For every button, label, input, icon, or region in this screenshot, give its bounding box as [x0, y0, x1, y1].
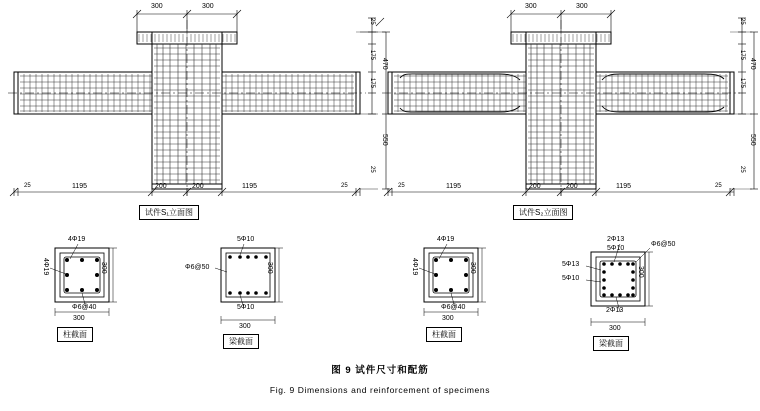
section2-bottom-label: 5Φ10 [237, 304, 255, 311]
section4-top-label: 2Φ13 [607, 236, 625, 243]
right-top-dim-2: 300 [576, 3, 588, 10]
section1-stirrup-label: Φ6@40 [72, 304, 97, 311]
right-right-dim-5: 550 [749, 134, 756, 146]
section3-left-label: 4Φ19 [411, 258, 418, 276]
right-bottom-dim-2: 1195 [446, 183, 462, 190]
section4-left-label-2: 5Φ10 [562, 275, 580, 282]
left-bottom-dim-5: 1195 [242, 183, 258, 190]
left-bottom-dim-1: 25 [24, 183, 31, 189]
left-specimen-drawing [8, 10, 390, 196]
right-bottom-dim-5: 1195 [616, 183, 632, 190]
section3-bottom-dim: 300 [442, 315, 454, 322]
right-specimen-drawing [382, 10, 758, 196]
left-right-dim-5: 550 [381, 134, 388, 146]
left-right-dim-6: 25 [369, 166, 375, 173]
section4-bottom-label: 2Φ13 [606, 307, 624, 314]
section3-stirrup-label: Φ6@40 [441, 304, 466, 311]
figure-caption-cn: 图 9 试件尺寸和配筋 [331, 365, 429, 376]
section3-right-label: 300 [469, 262, 476, 274]
right-right-dim-4: 470 [749, 58, 756, 70]
left-right-dim-1: 25 [369, 18, 375, 25]
right-bottom-dim-3: 200 [529, 183, 541, 190]
section4-left-label: 5Φ13 [562, 261, 580, 268]
section1-top-label: 4Φ19 [68, 236, 86, 243]
right-bottom-dim-6: 25 [715, 183, 722, 189]
right-right-dim-2: 175 [739, 50, 745, 61]
section2-bottom-dim: 300 [239, 323, 251, 330]
right-elevation-title: 试件S₂立面图 [513, 205, 573, 220]
left-right-dim-2: 175 [369, 50, 375, 61]
right-right-dim-3: 175 [739, 78, 745, 89]
left-bottom-dim-2: 1195 [72, 183, 88, 190]
right-right-dim-6: 25 [739, 166, 745, 173]
section3-title: 柱截面 [426, 327, 462, 342]
section2-title: 梁截面 [223, 334, 259, 349]
section4-title: 梁截面 [593, 336, 629, 351]
section1-left-label: 4Φ19 [42, 258, 49, 276]
right-top-dim-1: 300 [525, 3, 537, 10]
section2-top-label: 5Φ10 [237, 236, 255, 243]
left-bottom-dim-3: 200 [155, 183, 167, 190]
right-bottom-dim-1: 25 [398, 183, 405, 189]
section4-stirrup-label: Φ6@50 [651, 241, 676, 248]
section2-left-label: Φ6@50 [185, 264, 210, 271]
left-bottom-dim-6: 25 [341, 183, 348, 189]
section-beam-1-drawing [215, 244, 283, 324]
right-bottom-dim-4: 200 [566, 183, 578, 190]
section2-right-label: 300 [266, 262, 273, 274]
left-elevation-title: 试件S₁立面图 [139, 205, 199, 220]
section1-title: 柱截面 [57, 327, 93, 342]
section1-bottom-dim: 300 [73, 315, 85, 322]
section1-right-label: 300 [100, 262, 107, 274]
section4-top-label-2: 5Φ10 [607, 245, 625, 252]
section4-bottom-dim: 300 [609, 325, 621, 332]
left-top-dim-1: 300 [151, 3, 163, 10]
section4-right-label: 300 [637, 266, 644, 278]
left-right-dim-4: 470 [381, 58, 388, 70]
figure-caption-en: Fig. 9 Dimensions and reinforcement of specimens [269, 385, 491, 395]
left-right-dim-3: 175 [369, 78, 375, 89]
left-top-dim-2: 300 [202, 3, 214, 10]
section3-top-label: 4Φ19 [437, 236, 455, 243]
right-right-dim-1: 25 [739, 18, 745, 25]
left-bottom-dim-4: 200 [192, 183, 204, 190]
